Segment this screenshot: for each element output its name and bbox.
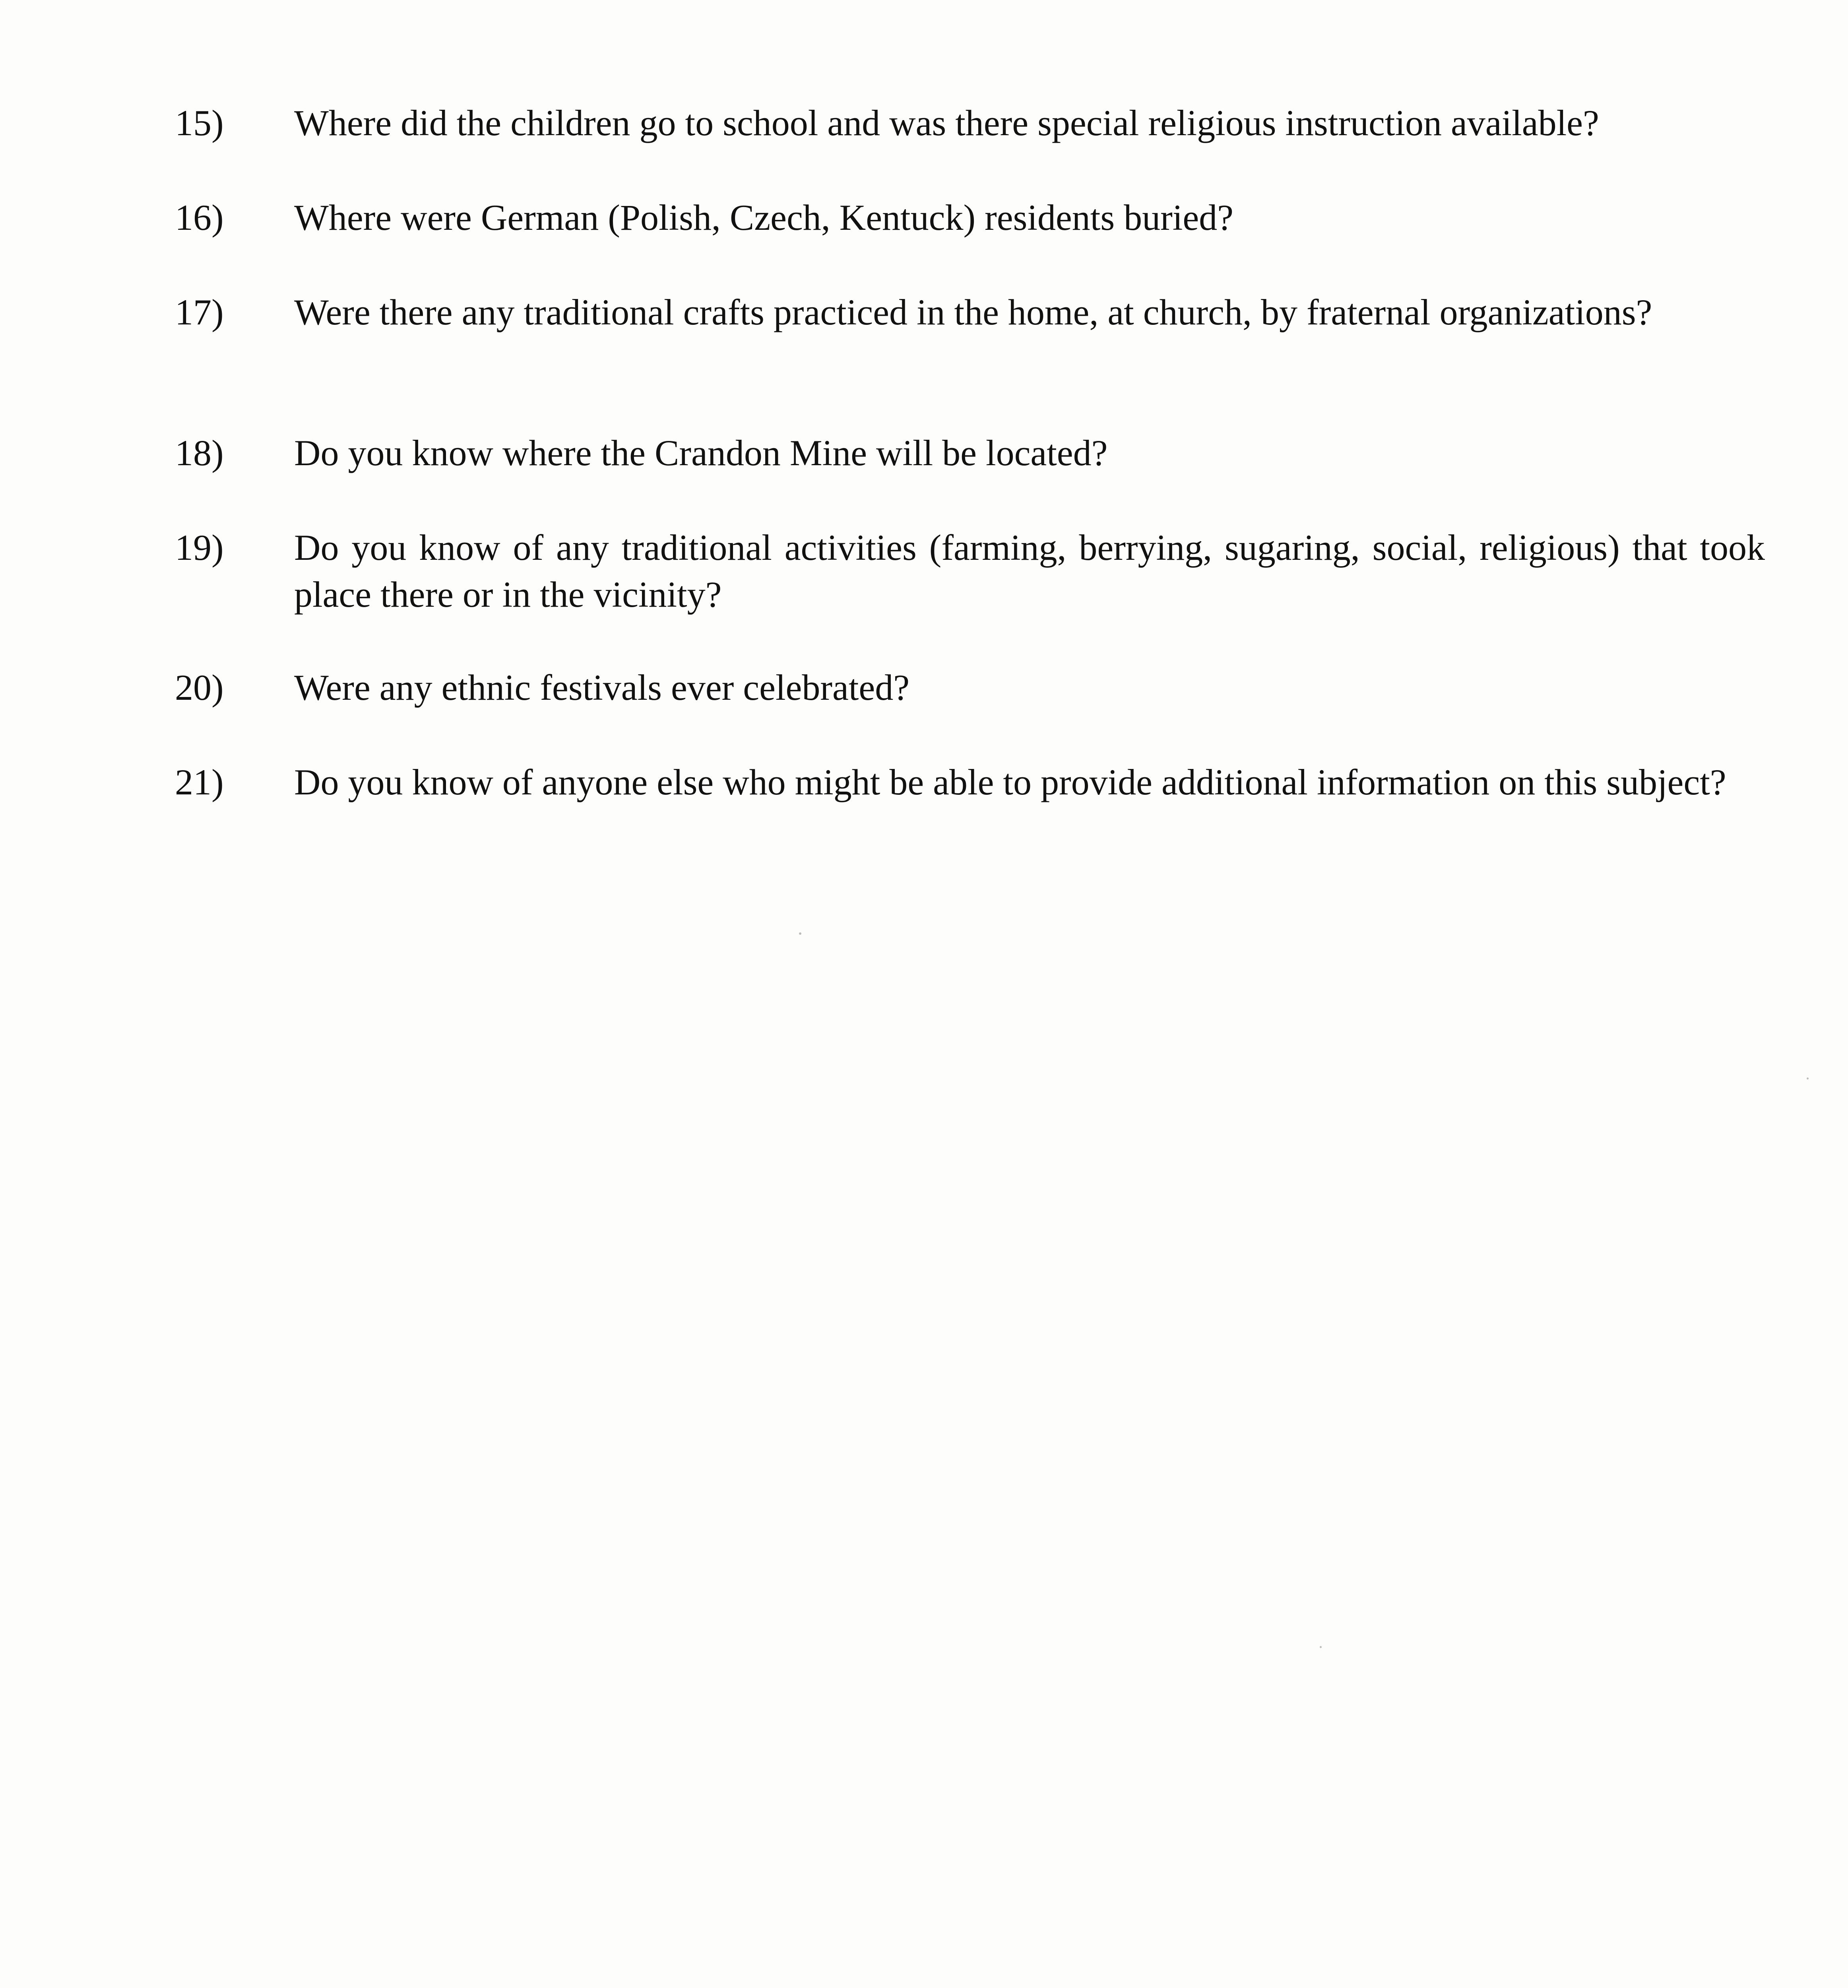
question-16 bbox=[175, 194, 1765, 241]
question-text: Where did the children go to school and was there special religious instruction available? bbox=[294, 103, 1599, 143]
question-text: Do you know where the Crandon Mine will be located? bbox=[294, 433, 1108, 473]
scan-speck bbox=[1807, 1077, 1809, 1079]
question-number: 19) bbox=[175, 527, 224, 568]
question-text: Do you know of any traditional activities (farming, berrying, sugaring, social, religious) that took place there or in the vicinity? bbox=[294, 527, 1765, 615]
question-19 bbox=[175, 524, 1765, 618]
question-text: Were any ethnic festivals ever celebrated? bbox=[294, 667, 910, 708]
question-number: 20) bbox=[175, 667, 224, 708]
question-text: Do you know of anyone else who might be able to provide additional information on this subject? bbox=[294, 762, 1726, 802]
question-number: 15) bbox=[175, 103, 224, 143]
question-15 bbox=[175, 99, 1765, 146]
question-20 bbox=[175, 664, 1765, 711]
question-text: Where were German (Polish, Czech, Kentuck) residents buried? bbox=[294, 197, 1233, 238]
question-number: 21) bbox=[175, 762, 224, 802]
question-18 bbox=[175, 429, 1765, 476]
question-17 bbox=[175, 289, 1765, 336]
scan-speck bbox=[799, 932, 801, 935]
question-number: 17) bbox=[175, 292, 224, 332]
question-text: Were there any traditional crafts practiced in the home, at church, by fraternal organizations? bbox=[294, 292, 1652, 332]
question-number: 16) bbox=[175, 197, 224, 238]
scan-speck bbox=[1320, 1646, 1322, 1648]
question-number: 18) bbox=[175, 433, 224, 473]
question-21 bbox=[175, 759, 1765, 806]
